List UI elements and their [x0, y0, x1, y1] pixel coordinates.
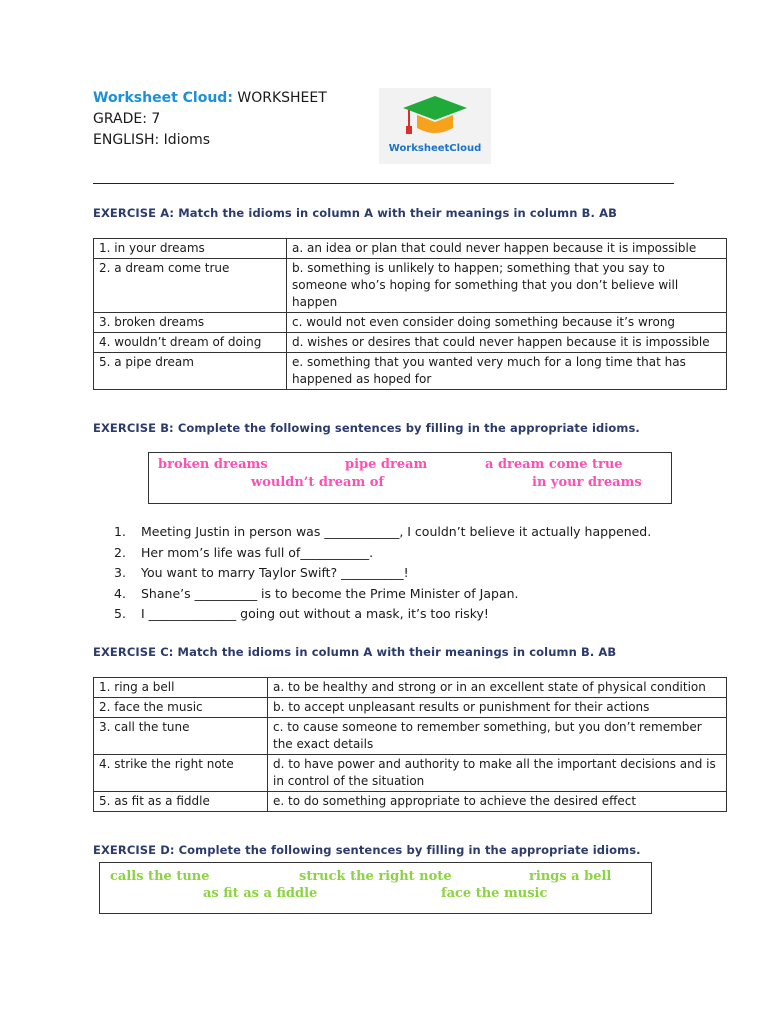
table-row — [94, 678, 727, 698]
sentence-text: Her mom’s life was full of___________. — [141, 544, 374, 560]
word-bank-item: broken dreams — [158, 457, 268, 472]
worksheetcloud-logo — [379, 88, 491, 164]
exercise-c-table — [93, 677, 727, 812]
worksheet-title: WORKSHEET — [237, 90, 327, 106]
column-a-cell: 2. a dream come true — [94, 259, 287, 313]
word-bank-item: wouldn’t dream of — [251, 475, 385, 490]
column-b-cell: d. to have power and authority to make all the important decisions and is in control of the situation — [268, 755, 727, 792]
item-number: 2. — [114, 544, 126, 560]
header-title-line — [93, 88, 327, 109]
list-item — [114, 604, 744, 625]
column-b-cell: e. something that you wanted very much for a long time that has happened as hoped for — [287, 353, 727, 390]
exercise-b-title: EXERCISE B: Complete the following sentences by filling in the appropriate idioms. — [93, 421, 640, 435]
table-row — [94, 353, 727, 390]
list-item — [114, 522, 744, 543]
column-a-cell: 4. strike the right note — [94, 755, 268, 792]
word-bank-item: struck the right note — [299, 869, 452, 884]
exercise-a-title: EXERCISE A: Match the idioms in column A with their meanings in column B. AB — [93, 206, 617, 220]
column-b-cell: b. to accept unpleasant results or punishment for their actions — [268, 698, 727, 718]
word-bank-item: a dream come true — [485, 457, 623, 472]
column-a-cell: 5. a pipe dream — [94, 353, 287, 390]
table-row — [94, 333, 727, 353]
table-row — [94, 239, 727, 259]
word-bank-item: in your dreams — [532, 475, 642, 490]
exercise-a-table — [93, 238, 727, 390]
sentence-text: Meeting Justin in person was ____________, I couldn’t believe it actually happened. — [141, 524, 652, 539]
column-a-cell: 1. ring a bell — [94, 678, 268, 698]
column-b-cell: c. to cause someone to remember something, but you don’t remember the exact details — [268, 718, 727, 755]
column-a-cell: 3. call the tune — [94, 718, 268, 755]
column-b-cell: a. an idea or plan that could never happen because it is impossible — [287, 239, 727, 259]
word-bank-item: face the music — [441, 886, 548, 901]
column-b-cell: b. something is unlikely to happen; something that you say to someone who’s hoping for something that you don’t believe will happen — [287, 259, 727, 313]
brand-name: Worksheet Cloud: — [93, 90, 233, 106]
logo-text: WorksheetCloud — [388, 143, 482, 154]
item-number: 5. — [114, 606, 126, 621]
table-row — [94, 755, 727, 792]
sentence-text: Shane’s __________ is to become the Prime Minister of Japan. — [141, 585, 519, 601]
exercise-b-word-bank — [148, 452, 672, 504]
item-number: 1. — [114, 524, 126, 539]
grade-line: GRADE: 7 — [93, 111, 161, 127]
table-row — [94, 698, 727, 718]
sentence-text: I ______________ going out without a mask, it’s too risky! — [141, 606, 489, 621]
word-bank-item: as fit as a fiddle — [203, 886, 318, 901]
list-item — [114, 563, 744, 584]
table-row — [94, 718, 727, 755]
column-a-cell: 5. as fit as a fiddle — [94, 792, 268, 812]
header-divider — [93, 183, 674, 184]
column-b-cell: a. to be healthy and strong or in an excellent state of physical condition — [268, 678, 727, 698]
worksheet-header — [93, 88, 327, 151]
column-a-cell: 2. face the music — [94, 698, 268, 718]
item-number: 3. — [114, 565, 126, 580]
column-b-cell: d. wishes or desires that could never happen because it is impossible — [287, 333, 727, 353]
list-item — [114, 584, 744, 605]
sentence-text: You want to marry Taylor Swift? __________! — [141, 565, 409, 580]
word-bank-item: calls the tune — [110, 869, 210, 884]
exercise-b-sentences — [114, 522, 744, 625]
column-b-cell: c. would not even consider doing something because it’s wrong — [287, 313, 727, 333]
column-b-cell: e. to do something appropriate to achieve the desired effect — [268, 792, 727, 812]
table-row — [94, 313, 727, 333]
table-row — [94, 259, 727, 313]
subject-line: ENGLISH: Idioms — [93, 132, 211, 148]
column-a-cell: 3. broken dreams — [94, 313, 287, 333]
word-bank-item: rings a bell — [529, 869, 612, 884]
column-a-cell: 4. wouldn’t dream of doing — [94, 333, 287, 353]
column-a-cell: 1. in your dreams — [94, 239, 287, 259]
item-number: 4. — [114, 585, 126, 601]
table-row — [94, 792, 727, 812]
exercise-d-word-bank — [99, 862, 652, 914]
word-bank-item: pipe dream — [345, 457, 428, 472]
graduation-cap-icon — [379, 88, 491, 144]
exercise-c-title: EXERCISE C: Match the idioms in column A with their meanings in column B. AB — [93, 645, 617, 659]
exercise-d-title: EXERCISE D: Complete the following sentences by filling in the appropriate idioms. — [93, 843, 641, 857]
list-item — [114, 543, 744, 564]
